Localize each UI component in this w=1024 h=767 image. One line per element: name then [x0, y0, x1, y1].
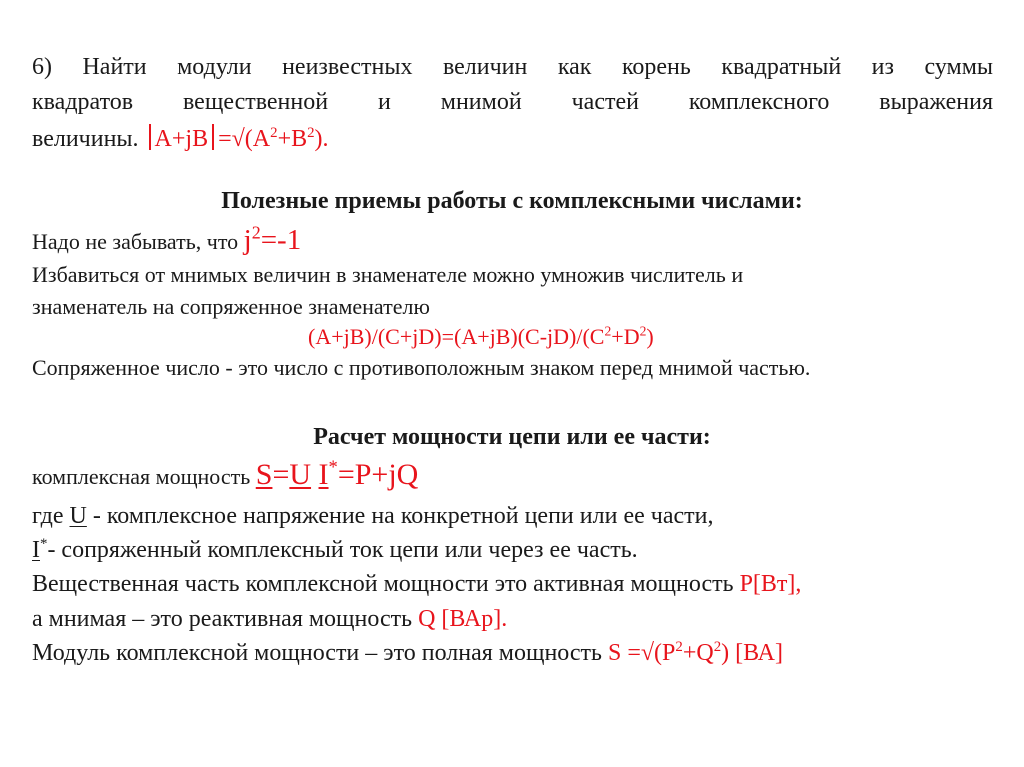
modulus-bar-left — [149, 124, 151, 150]
superscript: 2 — [251, 222, 261, 243]
section-3-line-3-b: - сопряженный комплексный ток цепи или через ее часть. — [47, 537, 638, 563]
apparent-power-formula — [608, 640, 783, 666]
active-power-unit: P[Вт], — [739, 571, 802, 597]
formula-b: S =√(P — [607, 640, 676, 666]
section-3-line-6-a: Модуль комплексной мощности – это полная мощность — [32, 640, 608, 666]
section-2-line-2: Избавиться от мнимых величин в знаменателе можно умножив числитель и — [32, 262, 744, 287]
reactive-power-unit: Q [ВАр]. — [418, 606, 508, 632]
section-3-heading: Расчет мощности цепи или ее части: — [313, 424, 711, 450]
section-3-line-1 — [32, 458, 418, 492]
section-3-line-6 — [32, 640, 783, 667]
section-3-line-4 — [32, 571, 801, 598]
section-3-line-2-b: - комплексное напряжение на конкретной цепи или ее части, — [86, 503, 714, 529]
superscript: 2 — [307, 125, 315, 141]
superscript: 2 — [604, 323, 612, 339]
section-3-line-1-text: комплексная мощность — [32, 464, 256, 489]
modulus-formula — [145, 126, 329, 152]
section-3-line-5-a: а мнимая – это реактивная мощность — [32, 606, 419, 632]
formula-mid: =√(A — [218, 126, 271, 152]
formula-eq: = — [272, 458, 290, 491]
section-3-line-5 — [32, 606, 507, 633]
section-3-line-2 — [32, 503, 713, 530]
formula-c: +Q — [682, 640, 714, 666]
underlined-U: U — [69, 503, 87, 529]
conjugate-formula — [308, 324, 654, 350]
formula-plus: +B — [277, 126, 308, 152]
superscript: 2 — [270, 125, 278, 141]
power-formula — [256, 458, 419, 491]
formula-inner: A+jB — [154, 126, 209, 152]
superscript: 2 — [713, 639, 722, 655]
formula-end: ). — [314, 126, 329, 152]
section-2-heading: Полезные приемы работы с комплексными числами: — [221, 188, 803, 214]
section-3-line-4-a: Вещественная часть комплексной мощности это активная мощность — [32, 571, 740, 597]
superscript: 2 — [675, 639, 683, 655]
superscript-star: * — [40, 536, 48, 552]
formula-a: (A+jB)/(C+jD)=(A+jB)(C-jD)/(C — [308, 324, 605, 349]
underlined-I: I — [32, 537, 40, 563]
formula-c: ) — [646, 324, 654, 349]
section-2-line-1 — [32, 224, 301, 257]
paragraph-1-line-1: 6) Найти модули неизвестных величин как корень квадратный из суммы — [32, 54, 993, 80]
section-3-line-3 — [32, 537, 638, 564]
formula-b: +D — [611, 324, 640, 349]
superscript: 2 — [639, 323, 647, 339]
formula-I: I — [318, 458, 329, 491]
modulus-bar-right — [212, 124, 214, 150]
paragraph-1-line-3-text: величины. — [32, 126, 139, 152]
formula-S: S — [255, 458, 273, 491]
formula-rest: =P+jQ — [337, 458, 419, 491]
section-2-line-1-text: Надо не забывать, что — [32, 229, 244, 254]
superscript-star: * — [328, 457, 338, 478]
formula-rest: =-1 — [260, 224, 302, 256]
paragraph-1-line-3 — [32, 124, 329, 153]
formula-U: U — [289, 458, 312, 491]
formula-d: ) [ВА] — [721, 640, 783, 666]
section-3-line-2-a: где — [32, 503, 70, 529]
section-2-line-3: знаменатель на сопряженное знаменателю — [32, 294, 430, 319]
section-2-line-5: Сопряженное число - это число с противоположным знаком перед мнимой частью. — [32, 355, 811, 380]
j-squared-formula — [244, 224, 302, 256]
formula-j: j — [243, 224, 252, 256]
paragraph-1-line-2: квадратов вещественной и мнимой частей комплексного выражения — [32, 89, 993, 115]
